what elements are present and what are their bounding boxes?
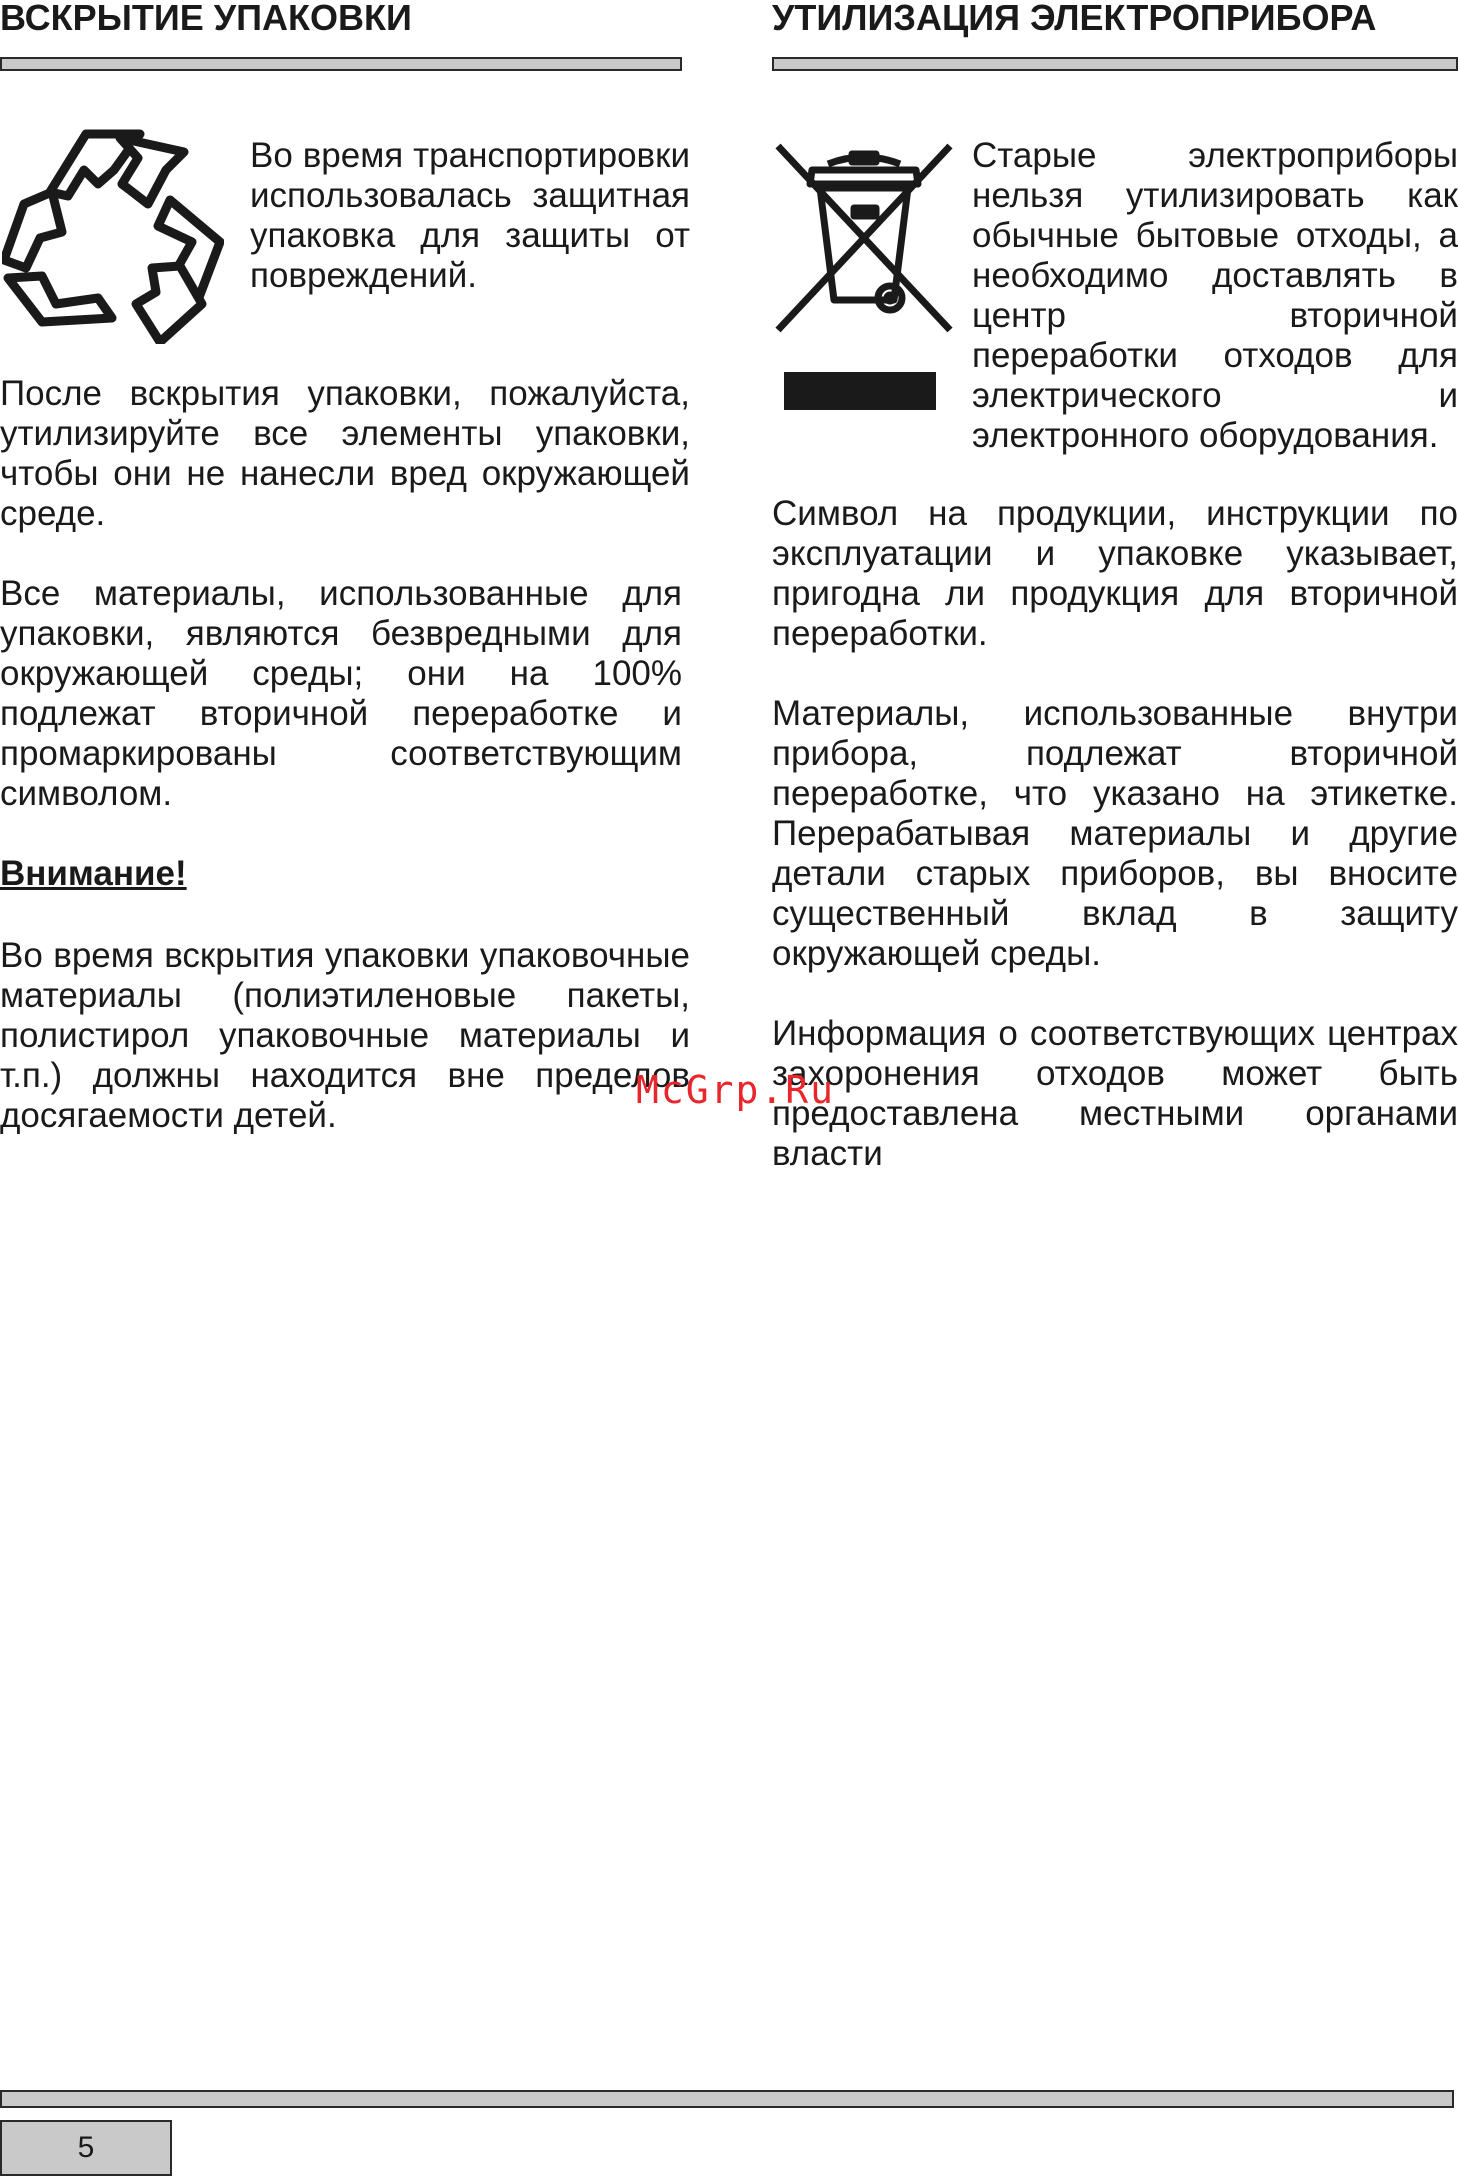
disposal-paragraph-2: Материалы, использованные внутри прибора, подлежат вторичной переработке, что указано на этикетке. Перерабатывая материалы и другие детали старых приборов, вы вносите существенный вклад в защиту окружающей среды. (772, 694, 1458, 973)
page-number: 5 (0, 2120, 172, 2176)
footer-rule (0, 2090, 1454, 2108)
disposal-intro: Старые электроприборы нельзя утилизировать как обычные бытовые отходы, а необходимо доставлять в центр вторичной переработки отходов для электрического и электронного оборудования. (972, 136, 1458, 455)
crossed-bin-icon (772, 140, 956, 414)
attention-label: Внимание! (0, 854, 187, 893)
recycle-icon (2, 128, 224, 344)
disposal-paragraph-1: Символ на продукции, инструкции по эксплуатации и упаковке указывает, пригодна ли продукция для вторичной переработки. (772, 494, 1458, 653)
packaging-paragraph-3: Во время вскрытия упаковки упаковочные материалы (полиэтиленовые пакеты, полистирол упаковочные материалы и т.п.) должны находится вне пределов досягаемости детей. (0, 936, 690, 1135)
heading-rule (0, 57, 682, 71)
watermark: McGrp.Ru (636, 1068, 836, 1112)
packaging-paragraph-1: После вскрытия упаковки, пожалуйста, утилизируйте все элементы упаковки, чтобы они не нанесли вред окружающей среде. (0, 374, 690, 533)
packaging-intro: Во время транспортировки использовалась защитная упаковка для защиты от повреждений. (250, 136, 690, 295)
disposal-paragraph-3: Информация о соответствующих центрах захоронения отходов может быть предоставлена местными органами власти (772, 1014, 1458, 1173)
heading-rule (772, 57, 1458, 71)
disposal-heading: УТИЛИЗАЦИЯ ЭЛЕКТРОПРИБОРА (772, 0, 1377, 38)
packaging-heading: ВСКРЫТИЕ УПАКОВКИ (0, 0, 412, 38)
packaging-paragraph-2: Все материалы, использованные для упаковки, являются безвредными для окружающей среды; они на 100% подлежат вторичной переработке и промаркированы соответствующим символом. (0, 574, 682, 813)
